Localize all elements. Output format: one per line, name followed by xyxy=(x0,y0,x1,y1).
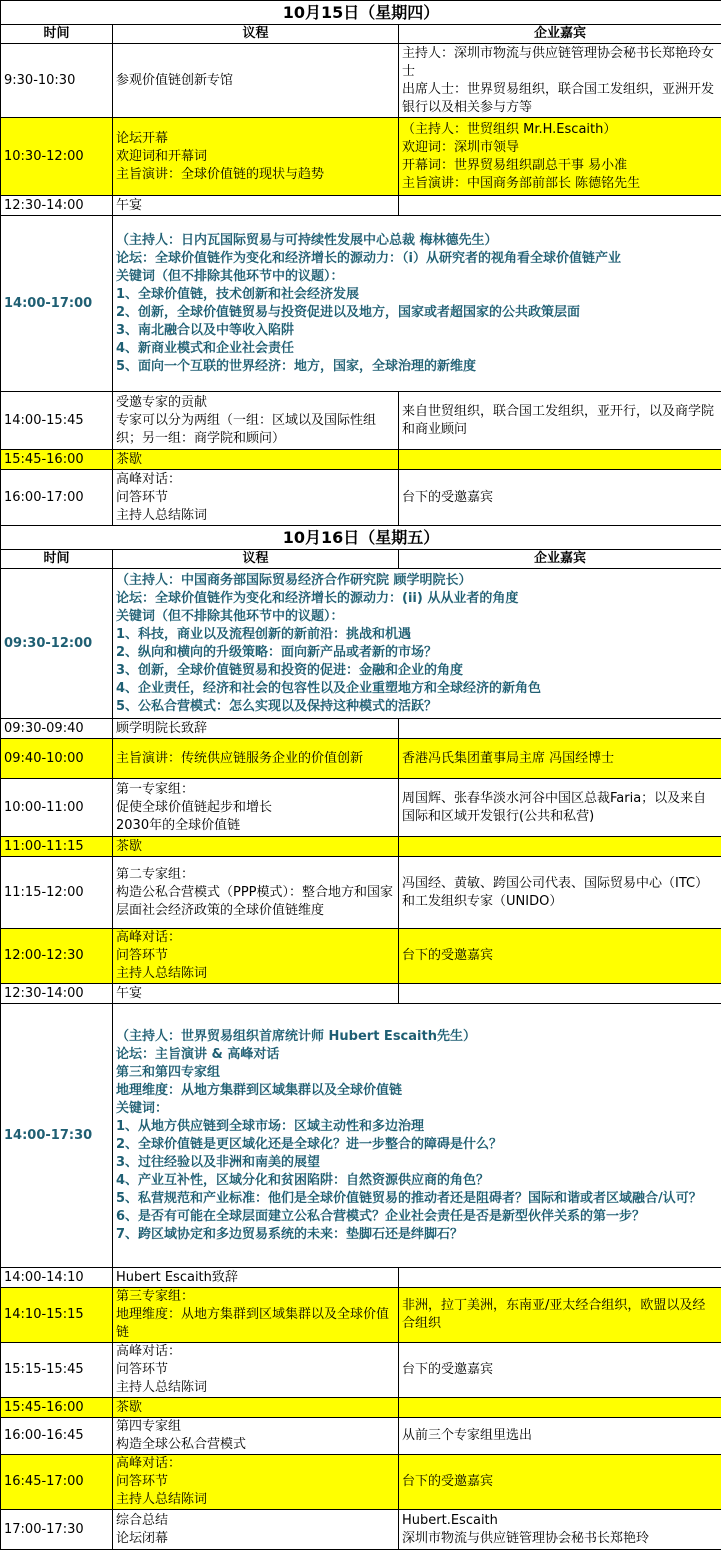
cell-line: 论坛：主旨演讲 & 高峰对话 xyxy=(116,1046,718,1064)
cell-line: 地理维度：从地方集群到区域集群以及全球价值链 xyxy=(116,1306,395,1342)
cell-line: 论坛开幕 xyxy=(116,130,395,148)
session-detail-cell xyxy=(113,1004,721,1268)
agenda-cell xyxy=(113,1455,399,1510)
cell-line: 欢迎词：深圳市领导 xyxy=(402,139,718,157)
time-cell xyxy=(1,196,113,216)
day-title-row xyxy=(1,1,721,25)
cell-line: Hubert Escaith致辞 xyxy=(116,1269,395,1287)
cell-line: 台下的受邀嘉宾 xyxy=(402,947,718,965)
time-cell xyxy=(1,837,113,857)
cell-line: 1、科技，商业以及流程创新的新前沿：挑战和机遇 xyxy=(116,626,718,644)
guest-cell xyxy=(399,1343,721,1398)
table-row xyxy=(1,719,721,739)
header-row xyxy=(1,25,721,44)
agenda-cell xyxy=(113,1398,399,1418)
cell-line: 主持人总结陈词 xyxy=(116,1379,395,1397)
cell-line: 台下的受邀嘉宾 xyxy=(402,1473,718,1491)
time-cell xyxy=(1,1288,113,1343)
cell-line: 高峰对话： xyxy=(116,929,395,947)
table-row xyxy=(1,1288,721,1343)
cell-line: 从前三个专家组里选出 xyxy=(402,1427,718,1445)
table-row xyxy=(1,196,721,216)
cell-line: 4、新商业模式和企业社会责任 xyxy=(116,340,718,358)
cell-line: 专家可以分为两组（一组：区域以及国际性组织；另一组：商学院和顾问） xyxy=(116,412,395,448)
time-cell xyxy=(1,984,113,1004)
table-row xyxy=(1,44,721,118)
time-value: 17:00-17:30 xyxy=(4,1522,84,1537)
cell-line: 第一专家组： xyxy=(116,781,395,799)
table-row xyxy=(1,450,721,470)
cell-line: 冯国经、黄敏、跨国公司代表、国际贸易中心（ITC）和工发组织专家（UNIDO） xyxy=(402,875,718,911)
time-value: 15:45-16:00 xyxy=(4,452,84,467)
cell-line: 午宴 xyxy=(116,985,395,1003)
agenda-cell xyxy=(113,1510,399,1550)
cell-line: 高峰对话： xyxy=(116,471,395,489)
cell-line: 关键词（但不排除其他环节中的议题）： xyxy=(116,268,718,286)
cell-line: 来自世贸组织，联合国工发组织，亚开行，以及商学院和商业顾问 xyxy=(402,403,718,439)
table-row xyxy=(1,837,721,857)
time-value: 11:15-12:00 xyxy=(4,885,84,900)
time-value: 09:40-10:00 xyxy=(4,751,84,766)
guest-cell xyxy=(399,857,721,929)
table-row xyxy=(1,1343,721,1398)
table-row xyxy=(1,569,721,719)
cell-line: 5、公私合营模式：怎么实现以及保持这种模式的活跃？ xyxy=(116,698,718,716)
time-value: 15:45-16:00 xyxy=(4,1400,84,1415)
cell-line: 3、过往经验以及非洲和南美的展望 xyxy=(116,1154,718,1172)
time-cell xyxy=(1,44,113,118)
cell-line: 周国辉、张春华淡水河谷中国区总裁Faria；以及来自国际和区域开发银行(公共和私营) xyxy=(402,790,718,826)
time-cell xyxy=(1,1510,113,1550)
header-time: 时间 xyxy=(1,25,113,44)
table-row xyxy=(1,470,721,526)
time-cell xyxy=(1,719,113,739)
time-cell xyxy=(1,118,113,196)
cell-line: 受邀专家的贡献 xyxy=(116,394,395,412)
table-row xyxy=(1,1455,721,1510)
guest-cell xyxy=(399,837,721,857)
time-cell xyxy=(1,779,113,837)
cell-line: 出席人士：世界贸易组织，联合国工发组织，亚洲开发银行以及相关参与方等 xyxy=(402,81,718,117)
cell-line: 问答环节 xyxy=(116,1473,395,1491)
cell-line: 4、企业责任，经济和社会的包容性以及企业重塑地方和全球经济的新角色 xyxy=(116,680,718,698)
cell-line: 论坛：全球价值链作为变化和经济增长的源动力：（i）从研究者的视角看全球价值链产业 xyxy=(116,250,718,268)
header-row xyxy=(1,550,721,569)
time-value: 10:30-12:00 xyxy=(4,149,84,164)
agenda-cell xyxy=(113,929,399,984)
cell-line: 2、全球价值链是更区域化还是全球化？进一步整合的障碍是什么？ xyxy=(116,1136,718,1154)
agenda-cell xyxy=(113,1343,399,1398)
time-value: 14:00-15:45 xyxy=(4,413,84,428)
agenda-cell xyxy=(113,984,399,1004)
cell-line: 关键词： xyxy=(116,1100,718,1118)
guest-cell xyxy=(399,470,721,526)
time-value: 14:10-15:15 xyxy=(4,1307,84,1322)
time-value: 12:30-14:00 xyxy=(4,986,84,1001)
cell-line: 主持人：深圳市物流与供应链管理协会秘书长郑艳玲女士 xyxy=(402,45,718,81)
time-cell xyxy=(1,1455,113,1510)
table-row xyxy=(1,216,721,392)
guest-cell xyxy=(399,779,721,837)
table-row xyxy=(1,1268,721,1288)
time-cell xyxy=(1,569,113,719)
time-cell xyxy=(1,929,113,984)
cell-line: 第三和第四专家组 xyxy=(116,1064,718,1082)
cell-line: 台下的受邀嘉宾 xyxy=(402,1361,718,1379)
guest-cell xyxy=(399,929,721,984)
table-row xyxy=(1,1004,721,1268)
cell-line: 问答环节 xyxy=(116,1361,395,1379)
cell-line: 问答环节 xyxy=(116,489,395,507)
session-detail-cell xyxy=(113,569,721,719)
time-value: 16:00-16:45 xyxy=(4,1428,84,1443)
cell-line: 综合总结 xyxy=(116,1512,395,1530)
cell-line: 5、私营规范和产业标准：他们是全球价值链贸易的推动者还是阻碍者？国际和谐或者区域融合/认可？ xyxy=(116,1190,718,1208)
agenda-cell xyxy=(113,779,399,837)
session-detail-cell xyxy=(113,216,721,392)
cell-line: （主持人：日内瓦国际贸易与可持续性发展中心总裁 梅林德先生） xyxy=(116,232,718,250)
guest-cell xyxy=(399,1398,721,1418)
time-value: 16:45-17:00 xyxy=(4,1474,84,1489)
cell-line: 3、南北融合以及中等收入陷阱 xyxy=(116,322,718,340)
agenda-cell xyxy=(113,719,399,739)
time-value: 10:00-11:00 xyxy=(4,800,84,815)
cell-line: 开幕词：世界贸易组织副总干事 易小准 xyxy=(402,157,718,175)
cell-line: 第三专家组： xyxy=(116,1288,395,1306)
guest-cell xyxy=(399,1288,721,1343)
table-row xyxy=(1,1398,721,1418)
cell-line: 问答环节 xyxy=(116,947,395,965)
agenda-cell xyxy=(113,739,399,779)
cell-line: （主持人：世贸组织 Mr.H.Escaith） xyxy=(402,121,718,139)
day-title-row xyxy=(1,526,721,550)
guest-cell xyxy=(399,739,721,779)
cell-line: 主持人总结陈词 xyxy=(116,965,395,983)
agenda-cell xyxy=(113,118,399,196)
table-row xyxy=(1,739,721,779)
cell-line: 关键词（但不排除其他环节中的议题）： xyxy=(116,608,718,626)
cell-line: 1、全球价值链，技术创新和社会经济发展 xyxy=(116,286,718,304)
table-row xyxy=(1,929,721,984)
guest-cell xyxy=(399,196,721,216)
agenda-cell xyxy=(113,1288,399,1343)
cell-line: 促使全球价值链起步和增长 xyxy=(116,799,395,817)
guest-cell xyxy=(399,1510,721,1550)
cell-line: 主旨演讲：传统供应链服务企业的价值创新 xyxy=(116,750,395,768)
guest-cell xyxy=(399,118,721,196)
cell-line: 非洲，拉丁美洲，东南亚/亚太经合组织，欧盟以及经合组织 xyxy=(402,1297,718,1333)
time-value: 12:30-14:00 xyxy=(4,198,84,213)
agenda-cell xyxy=(113,392,399,450)
guest-cell xyxy=(399,450,721,470)
cell-line: 2、纵向和横向的升级策略：面向新产品或者新的市场？ xyxy=(116,644,718,662)
time-value: 12:00-12:30 xyxy=(4,948,84,963)
time-cell xyxy=(1,1418,113,1455)
time-cell xyxy=(1,1004,113,1268)
table-row xyxy=(1,857,721,929)
cell-line: 顾学明院长致辞 xyxy=(116,720,395,738)
table-row xyxy=(1,984,721,1004)
agenda-cell xyxy=(113,1418,399,1455)
time-value: 9:30-10:30 xyxy=(4,73,75,88)
cell-line: 台下的受邀嘉宾 xyxy=(402,489,718,507)
agenda-cell xyxy=(113,857,399,929)
time-value: 15:15-15:45 xyxy=(4,1362,84,1377)
guest-cell xyxy=(399,44,721,118)
cell-line: 第二专家组： xyxy=(116,866,395,884)
cell-line: （主持人：中国商务部国际贸易经济合作研究院 顾学明院长） xyxy=(116,572,718,590)
cell-line: 4、产业互补性，区域分化和贫困陷阱：自然资源供应商的角色？ xyxy=(116,1172,718,1190)
cell-line: 香港冯氏集团董事局主席 冯国经博士 xyxy=(402,750,718,768)
cell-line: 深圳市物流与供应链管理协会秘书长郑艳玲 xyxy=(402,1530,718,1548)
cell-line: 2、创新，全球价值链贸易与投资促进以及地方，国家或者超国家的公共政策层面 xyxy=(116,304,718,322)
agenda-cell xyxy=(113,1268,399,1288)
cell-line: 茶歇 xyxy=(116,838,395,856)
cell-line: 5、面向一个互联的世界经济：地方，国家，全球治理的新维度 xyxy=(116,358,718,376)
time-cell xyxy=(1,739,113,779)
cell-line: 构造全球公私合营模式 xyxy=(116,1436,395,1454)
day-title: 10月15日（星期四） xyxy=(1,1,721,25)
agenda-cell xyxy=(113,470,399,526)
time-value: 09:30-12:00 xyxy=(4,636,92,651)
time-cell xyxy=(1,1268,113,1288)
cell-line: 构造公私合营模式（PPP模式）：整合地方和国家层面社会经济政策的全球价值链维度 xyxy=(116,884,395,920)
time-value: 16:00-17:00 xyxy=(4,490,84,505)
time-cell xyxy=(1,216,113,392)
header-time: 时间 xyxy=(1,550,113,569)
time-cell xyxy=(1,470,113,526)
time-cell xyxy=(1,857,113,929)
table-row xyxy=(1,392,721,450)
header-guest: 企业嘉宾 xyxy=(399,25,721,44)
cell-line: 午宴 xyxy=(116,197,395,215)
cell-line: Hubert.Escaith xyxy=(402,1512,718,1530)
header-agenda: 议程 xyxy=(113,550,399,569)
cell-line: 高峰对话： xyxy=(116,1455,395,1473)
cell-line: 茶歇 xyxy=(116,451,395,469)
cell-line: 高峰对话： xyxy=(116,1343,395,1361)
guest-cell xyxy=(399,392,721,450)
table-row xyxy=(1,779,721,837)
cell-line: 3、创新，全球价值链贸易和投资的促进：金融和企业的角度 xyxy=(116,662,718,680)
agenda-cell xyxy=(113,837,399,857)
table-row xyxy=(1,1510,721,1550)
header-agenda: 议程 xyxy=(113,25,399,44)
cell-line: 论坛闭幕 xyxy=(116,1530,395,1548)
time-cell xyxy=(1,392,113,450)
time-cell xyxy=(1,450,113,470)
cell-line: 地理维度：从地方集群到区域集群以及全球价值链 xyxy=(116,1082,718,1100)
time-value: 11:00-11:15 xyxy=(4,839,84,854)
time-cell xyxy=(1,1343,113,1398)
cell-line: 6、是否有可能在全球层面建立公私合营模式？企业社会责任是否是新型伙伴关系的第一步？ xyxy=(116,1208,718,1226)
agenda-cell xyxy=(113,196,399,216)
cell-line: 论坛：全球价值链作为变化和经济增长的源动力：(ii) 从从业者的角度 xyxy=(116,590,718,608)
cell-line: 1、从地方供应链到全球市场：区域主动性和多边治理 xyxy=(116,1118,718,1136)
guest-cell xyxy=(399,1268,721,1288)
cell-line: 主旨演讲：中国商务部前部长 陈德铭先生 xyxy=(402,175,718,193)
cell-line: 主持人总结陈词 xyxy=(116,507,395,525)
guest-cell xyxy=(399,1455,721,1510)
day-title: 10月16日（星期五） xyxy=(1,526,721,550)
guest-cell xyxy=(399,984,721,1004)
time-cell xyxy=(1,1398,113,1418)
agenda-cell xyxy=(113,450,399,470)
guest-cell xyxy=(399,719,721,739)
agenda-cell xyxy=(113,44,399,118)
cell-line: 参观价值链创新专馆 xyxy=(116,72,395,90)
time-value: 14:00-17:30 xyxy=(4,1128,92,1143)
table-row xyxy=(1,118,721,196)
cell-line: （主持人：世界贸易组织首席统计师 Hubert Escaith先生） xyxy=(116,1028,718,1046)
time-value: 14:00-14:10 xyxy=(4,1270,84,1285)
time-value: 14:00-17:00 xyxy=(4,296,92,311)
guest-cell xyxy=(399,1418,721,1455)
cell-line: 2030年的全球价值链 xyxy=(116,817,395,835)
cell-line: 7、跨区域协定和多边贸易系统的未来：垫脚石还是绊脚石？ xyxy=(116,1226,718,1244)
table-row xyxy=(1,1418,721,1455)
header-guest: 企业嘉宾 xyxy=(399,550,721,569)
time-value: 09:30-09:40 xyxy=(4,721,84,736)
cell-line: 主旨演讲：全球价值链的现状与趋势 xyxy=(116,166,395,184)
cell-line: 茶歇 xyxy=(116,1399,395,1417)
cell-line: 主持人总结陈词 xyxy=(116,1491,395,1509)
cell-line: 第四专家组 xyxy=(116,1418,395,1436)
cell-line: 欢迎词和开幕词 xyxy=(116,148,395,166)
